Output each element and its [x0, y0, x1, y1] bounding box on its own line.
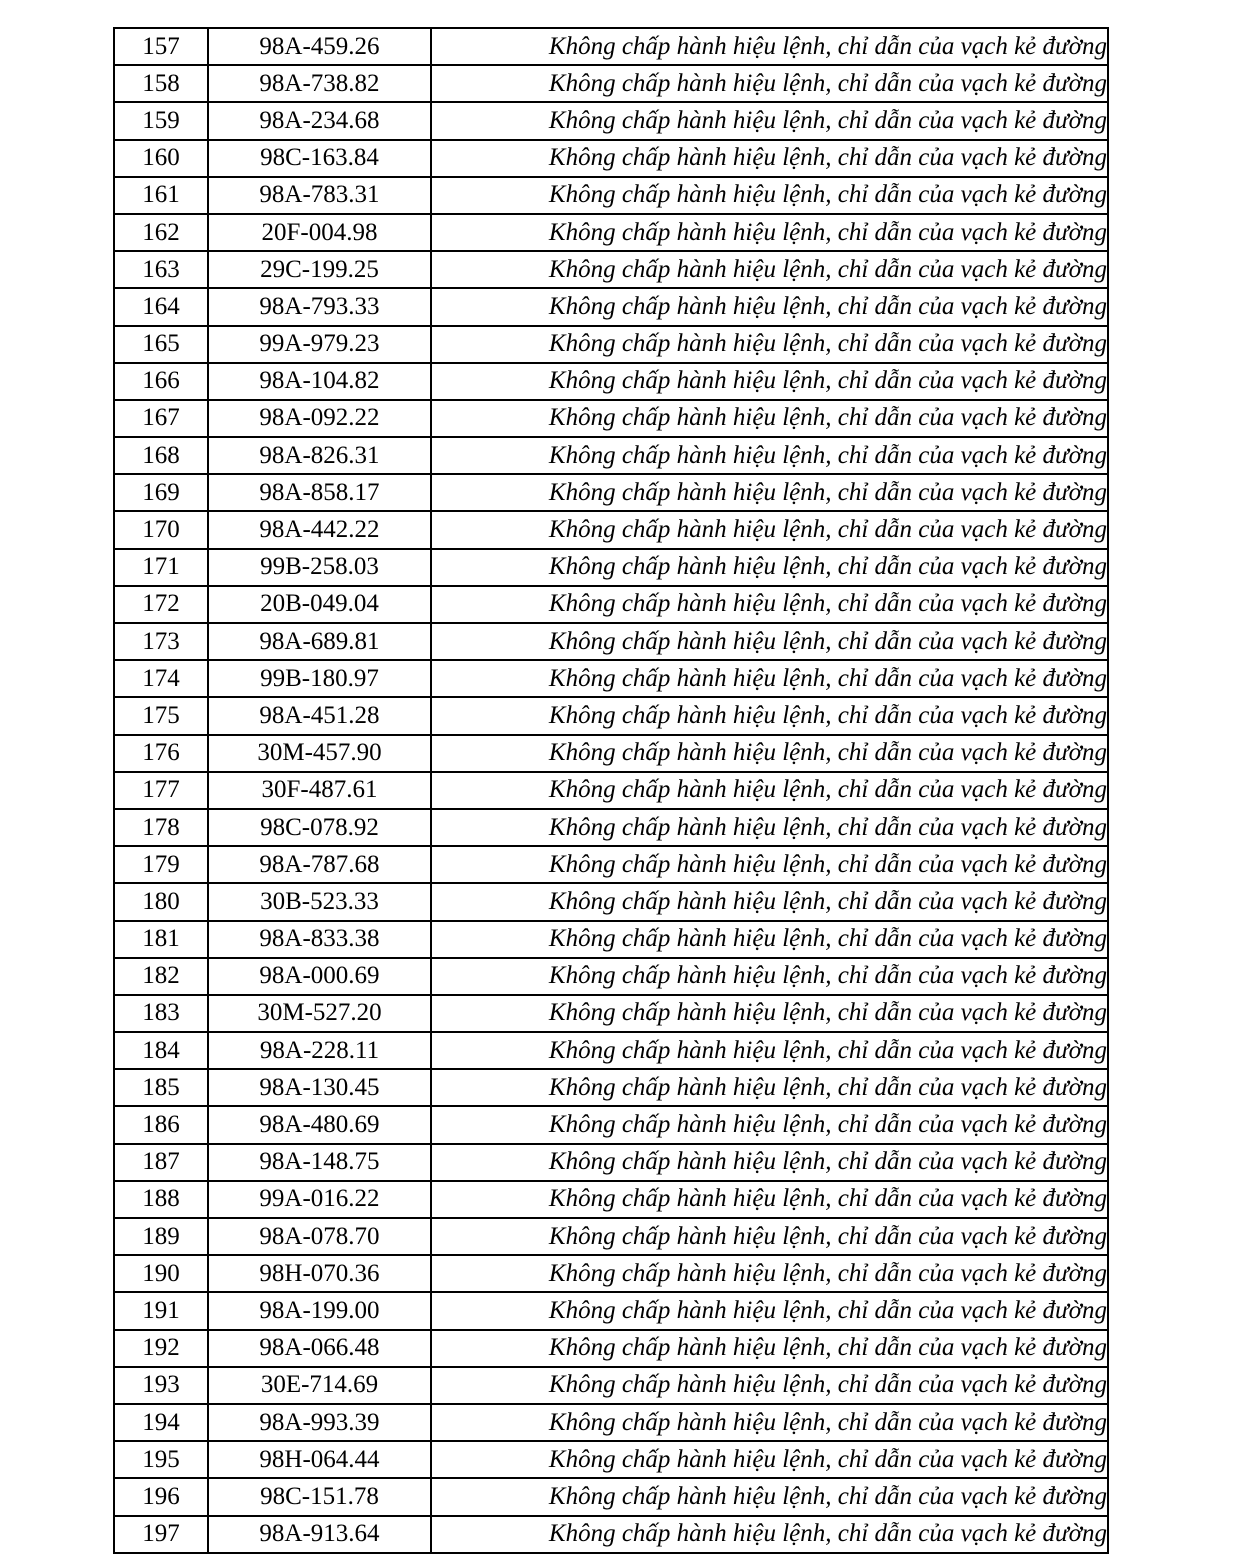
row-number-cell: 161: [114, 177, 208, 214]
plate-cell: 99A-979.23: [208, 326, 431, 363]
row-number-cell: 187: [114, 1144, 208, 1181]
table-row: [114, 958, 1108, 995]
row-number-cell: 194: [114, 1404, 208, 1441]
plate-cell: 99B-258.03: [208, 549, 431, 586]
violation-cell: Không chấp hành hiệu lệnh, chỉ dẫn của vạch kẻ đường: [431, 214, 1108, 251]
plate-cell: 30M-527.20: [208, 995, 431, 1032]
row-number-cell: 166: [114, 363, 208, 400]
violation-cell: Không chấp hành hiệu lệnh, chỉ dẫn của vạch kẻ đường: [431, 251, 1108, 288]
plate-cell: 98C-151.78: [208, 1478, 431, 1515]
violation-cell: Không chấp hành hiệu lệnh, chỉ dẫn của vạch kẻ đường: [431, 846, 1108, 883]
violation-cell: Không chấp hành hiệu lệnh, chỉ dẫn của vạch kẻ đường: [431, 1478, 1108, 1515]
row-number-cell: 191: [114, 1292, 208, 1329]
row-number-cell: 195: [114, 1441, 208, 1478]
table-row: [114, 140, 1108, 177]
table-row: [114, 65, 1108, 102]
table-row: [114, 1069, 1108, 1106]
table-row: [114, 326, 1108, 363]
row-number-cell: 176: [114, 735, 208, 772]
row-number-cell: 165: [114, 326, 208, 363]
violation-cell: Không chấp hành hiệu lệnh, chỉ dẫn của vạch kẻ đường: [431, 511, 1108, 548]
violation-cell: Không chấp hành hiệu lệnh, chỉ dẫn của vạch kẻ đường: [431, 549, 1108, 586]
row-number-cell: 162: [114, 214, 208, 251]
violation-cell: Không chấp hành hiệu lệnh, chỉ dẫn của vạch kẻ đường: [431, 1032, 1108, 1069]
plate-cell: 98A-858.17: [208, 474, 431, 511]
violation-cell: Không chấp hành hiệu lệnh, chỉ dẫn của vạch kẻ đường: [431, 660, 1108, 697]
violation-cell: Không chấp hành hiệu lệnh, chỉ dẫn của vạch kẻ đường: [431, 772, 1108, 809]
table-row: [114, 1441, 1108, 1478]
plate-cell: 98A-234.68: [208, 102, 431, 139]
violation-cell: Không chấp hành hiệu lệnh, chỉ dẫn của vạch kẻ đường: [431, 809, 1108, 846]
violation-cell: Không chấp hành hiệu lệnh, chỉ dẫn của vạch kẻ đường: [431, 1069, 1108, 1106]
violation-cell: Không chấp hành hiệu lệnh, chỉ dẫn của vạch kẻ đường: [431, 177, 1108, 214]
violation-cell: Không chấp hành hiệu lệnh, chỉ dẫn của vạch kẻ đường: [431, 437, 1108, 474]
row-number-cell: 190: [114, 1255, 208, 1292]
violation-cell: Không chấp hành hiệu lệnh, chỉ dẫn của vạch kẻ đường: [431, 1516, 1108, 1553]
row-number-cell: 171: [114, 549, 208, 586]
violation-cell: Không chấp hành hiệu lệnh, chỉ dẫn của vạch kẻ đường: [431, 623, 1108, 660]
row-number-cell: 192: [114, 1330, 208, 1367]
table-row: [114, 1292, 1108, 1329]
table-row: [114, 1367, 1108, 1404]
table-row: [114, 586, 1108, 623]
table-row: [114, 177, 1108, 214]
table-row: [114, 1330, 1108, 1367]
plate-cell: 20B-049.04: [208, 586, 431, 623]
violation-cell: Không chấp hành hiệu lệnh, chỉ dẫn của vạch kẻ đường: [431, 697, 1108, 734]
plate-cell: 98H-070.36: [208, 1255, 431, 1292]
table-row: [114, 846, 1108, 883]
plate-cell: 98A-833.38: [208, 921, 431, 958]
plate-cell: 98A-199.00: [208, 1292, 431, 1329]
row-number-cell: 175: [114, 697, 208, 734]
violation-cell: Không chấp hành hiệu lệnh, chỉ dẫn của vạch kẻ đường: [431, 1367, 1108, 1404]
row-number-cell: 196: [114, 1478, 208, 1515]
violation-cell: Không chấp hành hiệu lệnh, chỉ dẫn của vạch kẻ đường: [431, 102, 1108, 139]
table-row: [114, 549, 1108, 586]
plate-cell: 98A-993.39: [208, 1404, 431, 1441]
row-number-cell: 170: [114, 511, 208, 548]
table-row: [114, 1516, 1108, 1553]
plate-cell: 98C-078.92: [208, 809, 431, 846]
row-number-cell: 174: [114, 660, 208, 697]
table-row: [114, 1478, 1108, 1515]
row-number-cell: 164: [114, 288, 208, 325]
row-number-cell: 159: [114, 102, 208, 139]
violation-cell: Không chấp hành hiệu lệnh, chỉ dẫn của vạch kẻ đường: [431, 1218, 1108, 1255]
plate-cell: 20F-004.98: [208, 214, 431, 251]
row-number-cell: 169: [114, 474, 208, 511]
table-row: [114, 623, 1108, 660]
table-row: [114, 883, 1108, 920]
table-row: [114, 28, 1108, 65]
violation-cell: Không chấp hành hiệu lệnh, chỉ dẫn của vạch kẻ đường: [431, 288, 1108, 325]
table-row: [114, 251, 1108, 288]
plate-cell: 98A-459.26: [208, 28, 431, 65]
plate-cell: 30E-714.69: [208, 1367, 431, 1404]
row-number-cell: 158: [114, 65, 208, 102]
row-number-cell: 160: [114, 140, 208, 177]
plate-cell: 99A-016.22: [208, 1181, 431, 1218]
plate-cell: 98A-913.64: [208, 1516, 431, 1553]
violation-cell: Không chấp hành hiệu lệnh, chỉ dẫn của vạch kẻ đường: [431, 735, 1108, 772]
row-number-cell: 168: [114, 437, 208, 474]
table-row: [114, 660, 1108, 697]
table-row: [114, 437, 1108, 474]
plate-cell: 98A-066.48: [208, 1330, 431, 1367]
row-number-cell: 181: [114, 921, 208, 958]
table-row: [114, 1144, 1108, 1181]
violation-cell: Không chấp hành hiệu lệnh, chỉ dẫn của vạch kẻ đường: [431, 28, 1108, 65]
violation-cell: Không chấp hành hiệu lệnh, chỉ dẫn của vạch kẻ đường: [431, 1181, 1108, 1218]
plate-cell: 98A-092.22: [208, 400, 431, 437]
violation-cell: Không chấp hành hiệu lệnh, chỉ dẫn của vạch kẻ đường: [431, 363, 1108, 400]
row-number-cell: 163: [114, 251, 208, 288]
row-number-cell: 172: [114, 586, 208, 623]
violation-cell: Không chấp hành hiệu lệnh, chỉ dẫn của vạch kẻ đường: [431, 140, 1108, 177]
table-row: [114, 288, 1108, 325]
plate-cell: 30F-487.61: [208, 772, 431, 809]
table-row: [114, 921, 1108, 958]
violation-cell: Không chấp hành hiệu lệnh, chỉ dẫn của vạch kẻ đường: [431, 883, 1108, 920]
table-row: [114, 214, 1108, 251]
violation-cell: Không chấp hành hiệu lệnh, chỉ dẫn của vạch kẻ đường: [431, 1330, 1108, 1367]
table-row: [114, 735, 1108, 772]
plate-cell: 98H-064.44: [208, 1441, 431, 1478]
table-row: [114, 474, 1108, 511]
table-row: [114, 995, 1108, 1032]
table-row: [114, 697, 1108, 734]
table-row: [114, 102, 1108, 139]
plate-cell: 98A-104.82: [208, 363, 431, 400]
row-number-cell: 157: [114, 28, 208, 65]
row-number-cell: 197: [114, 1516, 208, 1553]
violation-cell: Không chấp hành hiệu lệnh, chỉ dẫn của vạch kẻ đường: [431, 1144, 1108, 1181]
violation-cell: Không chấp hành hiệu lệnh, chỉ dẫn của vạch kẻ đường: [431, 1404, 1108, 1441]
table-row: [114, 400, 1108, 437]
plate-cell: 99B-180.97: [208, 660, 431, 697]
plate-cell: 30M-457.90: [208, 735, 431, 772]
plate-cell: 98A-130.45: [208, 1069, 431, 1106]
plate-cell: 98A-826.31: [208, 437, 431, 474]
plate-cell: 98A-738.82: [208, 65, 431, 102]
plate-cell: 98A-793.33: [208, 288, 431, 325]
row-number-cell: 189: [114, 1218, 208, 1255]
violation-cell: Không chấp hành hiệu lệnh, chỉ dẫn của vạch kẻ đường: [431, 921, 1108, 958]
violation-table: [113, 27, 1109, 1554]
plate-cell: 29C-199.25: [208, 251, 431, 288]
table-body: [114, 28, 1108, 1553]
violation-cell: Không chấp hành hiệu lệnh, chỉ dẫn của vạch kẻ đường: [431, 1106, 1108, 1143]
row-number-cell: 182: [114, 958, 208, 995]
plate-cell: 98A-228.11: [208, 1032, 431, 1069]
row-number-cell: 188: [114, 1181, 208, 1218]
plate-cell: 98C-163.84: [208, 140, 431, 177]
table-row: [114, 1106, 1108, 1143]
table-row: [114, 1181, 1108, 1218]
plate-cell: 98A-689.81: [208, 623, 431, 660]
row-number-cell: 186: [114, 1106, 208, 1143]
plate-cell: 98A-783.31: [208, 177, 431, 214]
row-number-cell: 173: [114, 623, 208, 660]
violation-cell: Không chấp hành hiệu lệnh, chỉ dẫn của vạch kẻ đường: [431, 586, 1108, 623]
violation-cell: Không chấp hành hiệu lệnh, chỉ dẫn của vạch kẻ đường: [431, 65, 1108, 102]
violation-cell: Không chấp hành hiệu lệnh, chỉ dẫn của vạch kẻ đường: [431, 400, 1108, 437]
table-row: [114, 809, 1108, 846]
row-number-cell: 178: [114, 809, 208, 846]
plate-cell: 98A-442.22: [208, 511, 431, 548]
violation-cell: Không chấp hành hiệu lệnh, chỉ dẫn của vạch kẻ đường: [431, 1441, 1108, 1478]
plate-cell: 98A-451.28: [208, 697, 431, 734]
table-row: [114, 772, 1108, 809]
row-number-cell: 184: [114, 1032, 208, 1069]
table-row: [114, 1032, 1108, 1069]
row-number-cell: 193: [114, 1367, 208, 1404]
violation-cell: Không chấp hành hiệu lệnh, chỉ dẫn của vạch kẻ đường: [431, 958, 1108, 995]
table-row: [114, 1255, 1108, 1292]
row-number-cell: 177: [114, 772, 208, 809]
plate-cell: 98A-000.69: [208, 958, 431, 995]
violation-cell: Không chấp hành hiệu lệnh, chỉ dẫn của vạch kẻ đường: [431, 995, 1108, 1032]
table-row: [114, 511, 1108, 548]
plate-cell: 98A-078.70: [208, 1218, 431, 1255]
violation-cell: Không chấp hành hiệu lệnh, chỉ dẫn của vạch kẻ đường: [431, 474, 1108, 511]
row-number-cell: 180: [114, 883, 208, 920]
row-number-cell: 167: [114, 400, 208, 437]
table-row: [114, 1218, 1108, 1255]
table-row: [114, 363, 1108, 400]
plate-cell: 98A-480.69: [208, 1106, 431, 1143]
row-number-cell: 179: [114, 846, 208, 883]
row-number-cell: 185: [114, 1069, 208, 1106]
violation-cell: Không chấp hành hiệu lệnh, chỉ dẫn của vạch kẻ đường: [431, 1255, 1108, 1292]
violation-cell: Không chấp hành hiệu lệnh, chỉ dẫn của vạch kẻ đường: [431, 1292, 1108, 1329]
plate-cell: 98A-787.68: [208, 846, 431, 883]
violation-cell: Không chấp hành hiệu lệnh, chỉ dẫn của vạch kẻ đường: [431, 326, 1108, 363]
row-number-cell: 183: [114, 995, 208, 1032]
plate-cell: 30B-523.33: [208, 883, 431, 920]
table-row: [114, 1404, 1108, 1441]
plate-cell: 98A-148.75: [208, 1144, 431, 1181]
